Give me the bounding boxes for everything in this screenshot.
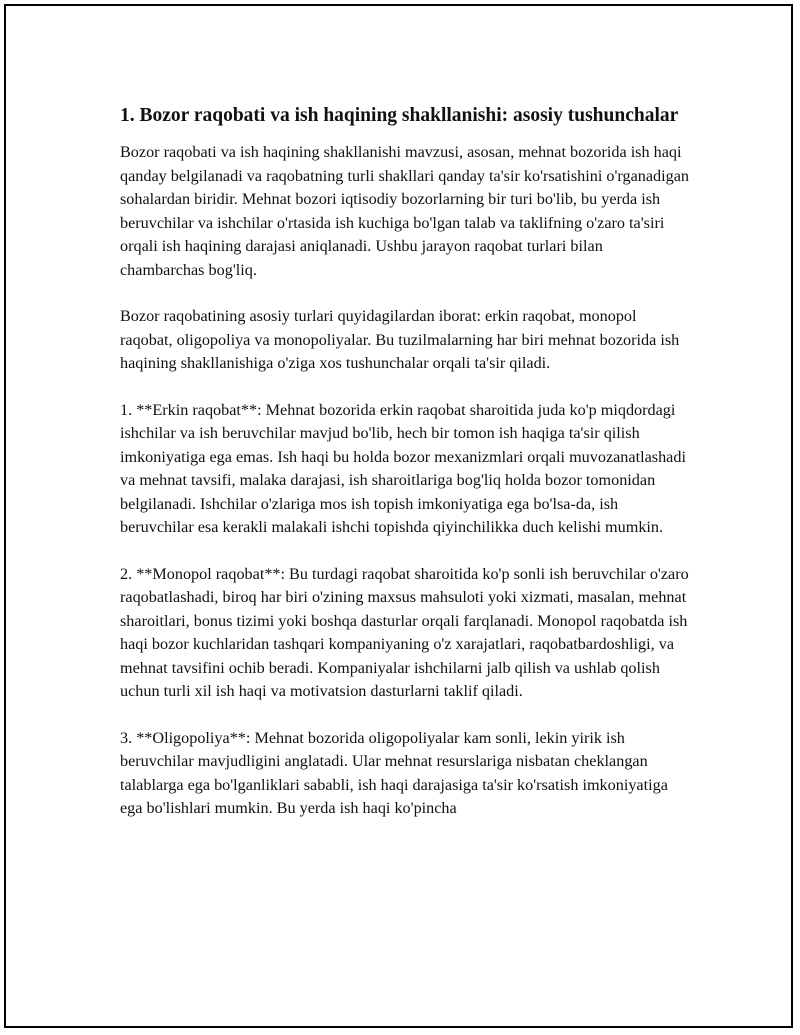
page-frame [4, 4, 793, 1028]
paragraph-monopolistic-competition: 2. **Monopol raqobat**: Bu turdagi raqobat sharoitida ko'p sonli ish beruvchilar o'zaro raqobatlashadi, biroq har biri o'zining maxsus mahsuloti yoki xizmati, masalan, mehnat sharoitlari, bonus tizimi yoki boshqa dasturlar orqali farqlanadi. Monopol raqobatda ish haqi bozor kuchlaridan tashqari kompaniyaning o'z xarajatlari, raqobatbardoshligi, va mehnat tavsifini ochib beradi. Kompaniyalar ishchilarni jalb qilish va ushlab qolish uchun turli xil ish haqi va motivatsion dasturlarni taklif qiladi. [120, 564, 689, 700]
paragraph-oligopoly: 3. **Oligopoliya**: Mehnat bozorida oligopoliyalar kam sonli, lekin yirik ish beruvchilar mavjudligini anglatadi. Ular mehnat resurslariga nisbatan cheklangan talablarga ega bo'lganliklari sababli, ish haqi darajasiga ta'sir ko'rsatish imkoniyatiga ega bo'lishlari mumkin. Bu yerda ish haqi ko'pincha [120, 728, 668, 817]
paragraph-free-competition: 1. **Erkin raqobat**: Mehnat bozorida erkin raqobat sharoitida juda ko'p miqdordagi ishchilar va ish beruvchilar mavjud bo'lib, hech bir tomon ish haqiga ta'sir qilish imkoniyatiga ega emas. Ish haqi bu holda bozor mexanizmlari orqali muvozanatlashadi va mehnat tavsifi, malaka darajasi, ish sharoitlariga bog'liq holda bozor tomonidan belgilanadi. Ishchilar o'zlariga mos ish topish imkoniyatiga ega bo'lsa-da, ish beruvchilar esa kerakli malakali ishchi topishda qiyinchilikka duch kelishi mumkin. [120, 400, 686, 536]
section-title: 1. Bozor raqobati va ish haqining shakllanishi: asosiy tushunchalar [120, 105, 679, 126]
paragraph-competition-types: Bozor raqobatining asosiy turlari quyidagilardan iborat: erkin raqobat, monopol raqobat, oligopoliya va monopoliyalar. Bu tuzilmalarning har biri mehnat bozorida ish haqining shakllanishiga o'ziga xos tushunchalar orqali ta'sir qiladi. [120, 307, 680, 372]
document-body [120, 102, 690, 844]
paragraph-intro: Bozor raqobati va ish haqining shakllanishi mavzusi, asosan, mehnat bozorida ish haqi qanday belgilanadi va raqobatning turli shakllari qanday ta'sir ko'rsatishini o'rganadigan sohalardan biridir. Mehnat bozori iqtisodiy bozorlarning bir turi bo'lib, bu yerda ish beruvchilar va ishchilar o'rtasida ish kuchiga bo'lgan talab va taklifning o'zaro ta'siri orqali ish haqining darajasi aniqlanadi. Ushbu jarayon raqobat turlari bilan chambarchas bog'liq. [120, 143, 690, 279]
